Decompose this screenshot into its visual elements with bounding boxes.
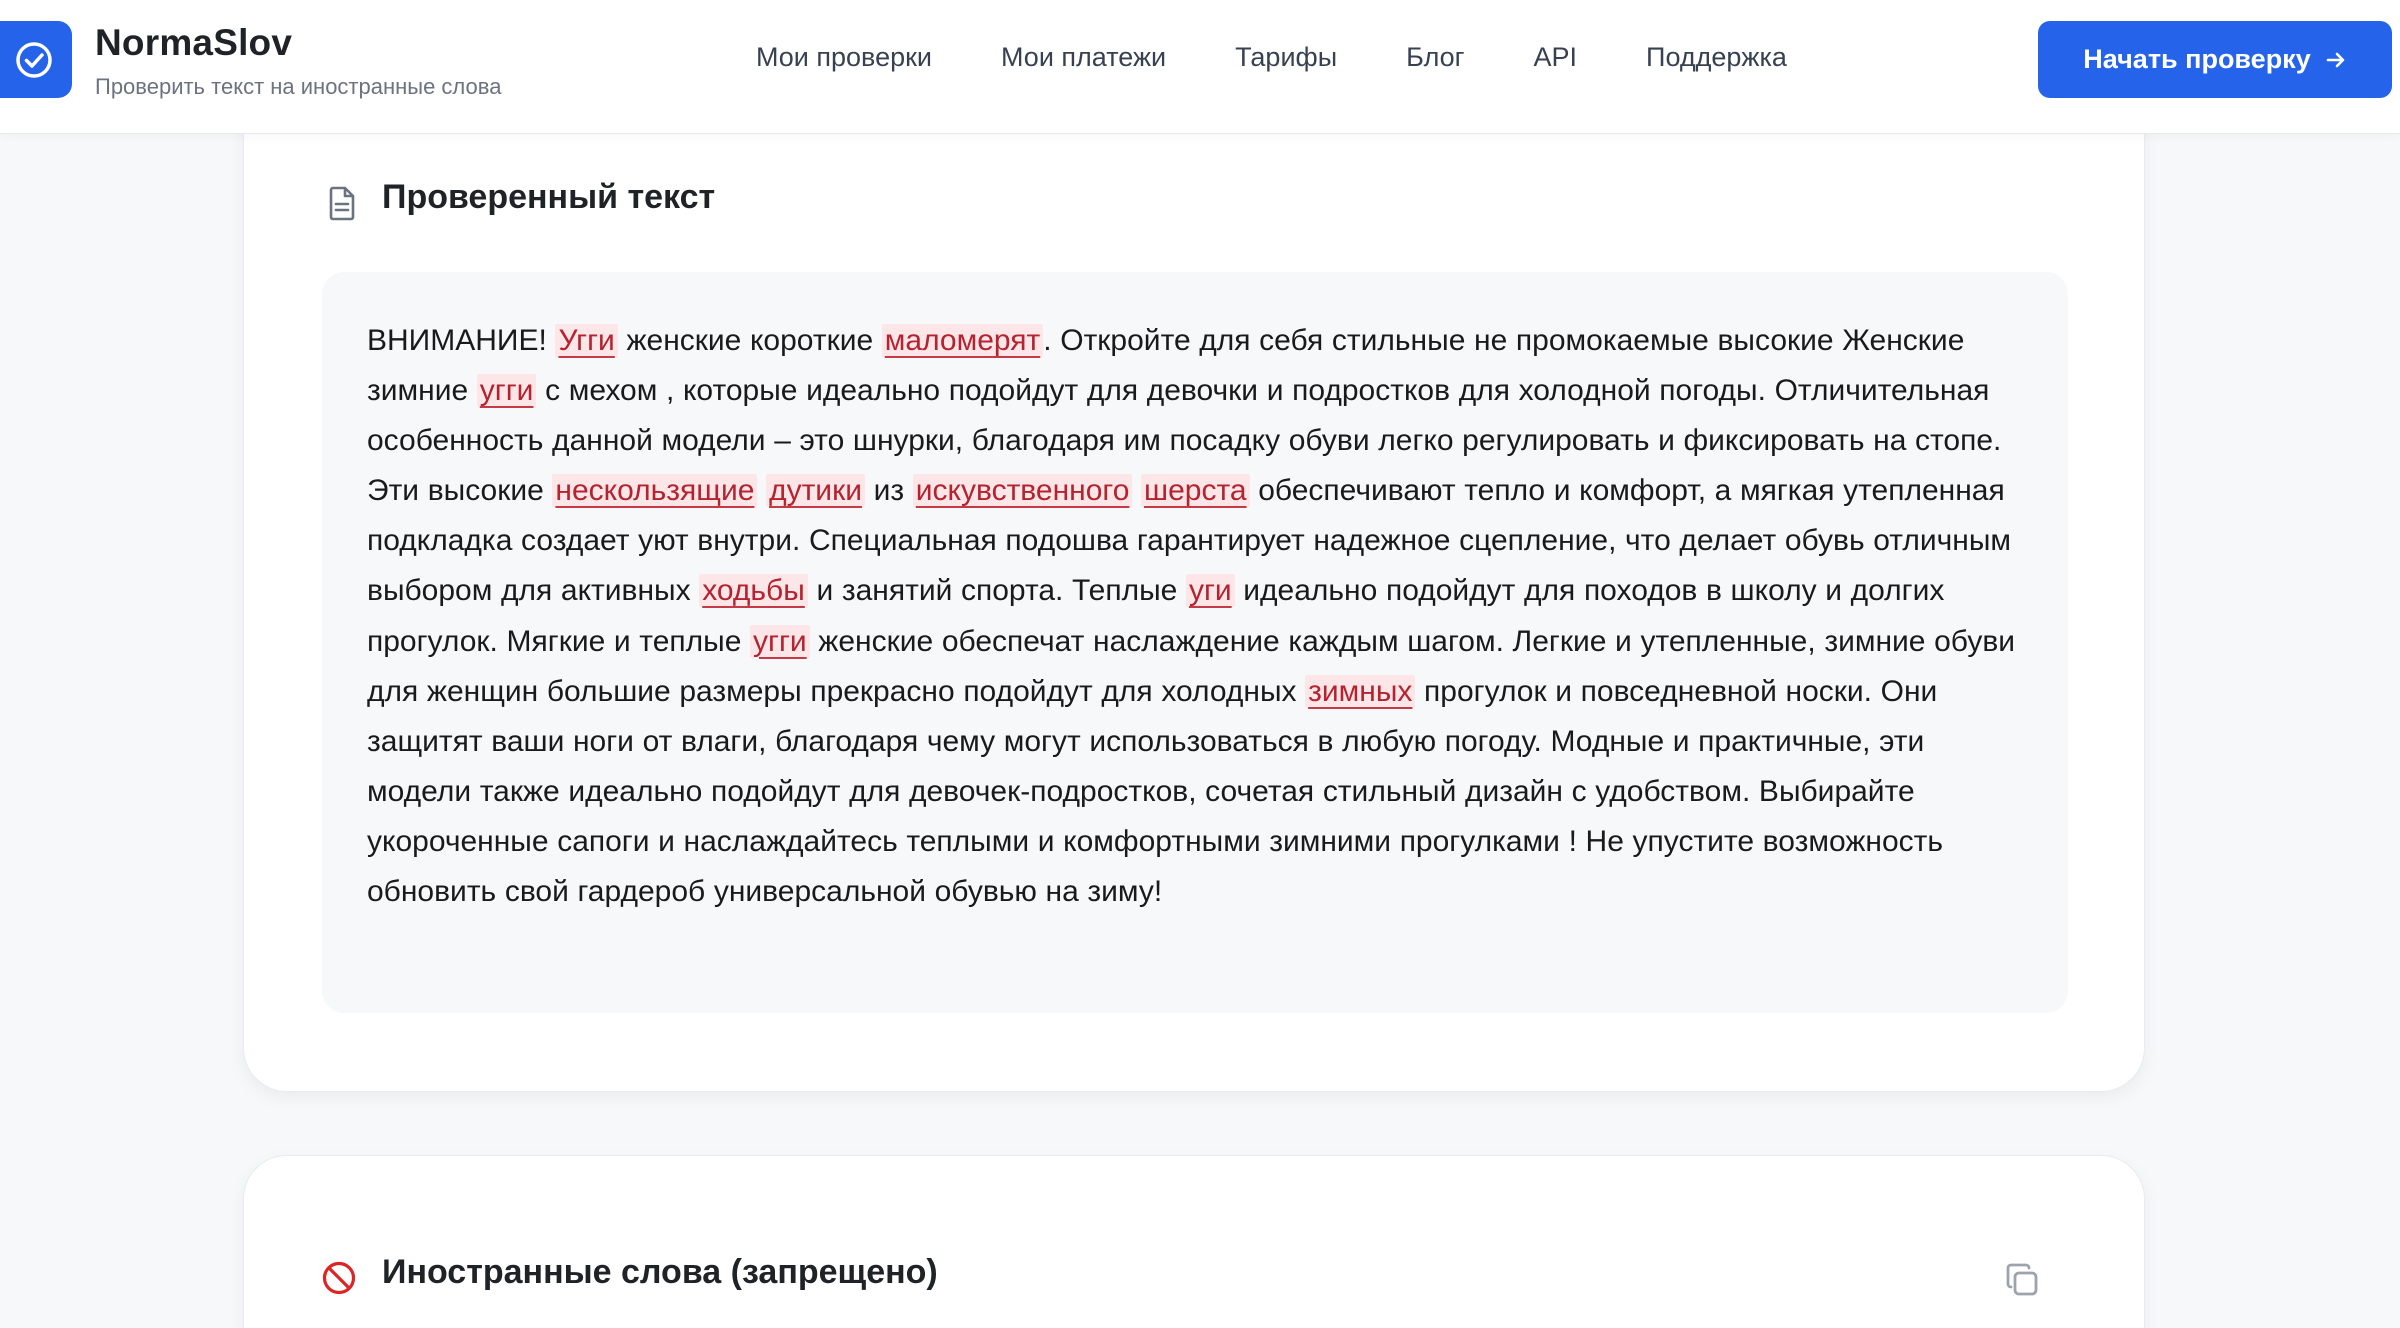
nav-pricing[interactable]: Тарифы <box>1235 42 1338 72</box>
foreign-words-title: Иностранные слова (запрещено) <box>382 1253 938 1291</box>
flagged-word[interactable]: нескользящие <box>552 474 757 507</box>
flagged-word[interactable]: шерста <box>1141 474 1250 507</box>
start-check-label: Начать проверку <box>2083 44 2311 74</box>
copy-icon[interactable] <box>2002 1260 2042 1300</box>
nav-my-checks[interactable]: Мои проверки <box>756 42 933 72</box>
main-nav <box>756 42 1787 82</box>
top-header <box>0 0 2400 134</box>
flagged-word[interactable]: зимных <box>1305 675 1415 708</box>
start-check-button[interactable] <box>2038 21 2392 98</box>
checked-text-title: Проверенный текст <box>382 178 716 216</box>
nav-api[interactable]: API <box>1533 42 1578 72</box>
flagged-word[interactable]: искувственного <box>913 474 1133 507</box>
checked-text-box <box>322 272 2068 1013</box>
arrow-right-icon <box>2325 49 2347 71</box>
nav-support[interactable]: Поддержка <box>1646 42 1787 72</box>
ban-icon <box>321 1260 357 1296</box>
flagged-word[interactable]: дутики <box>766 474 865 507</box>
check-circle-icon <box>14 40 54 80</box>
flagged-word[interactable]: уги <box>1186 574 1235 607</box>
brand-name[interactable]: NormaSlov <box>95 22 293 63</box>
logo[interactable] <box>0 21 72 98</box>
document-icon <box>322 183 362 223</box>
checked-text-card <box>243 80 2145 1092</box>
nav-blog[interactable]: Блог <box>1406 42 1465 72</box>
brand-subtitle: Проверить текст на иностранные слова <box>95 74 502 99</box>
flagged-word[interactable]: Угги <box>555 324 617 357</box>
nav-my-payments[interactable]: Мои платежи <box>1001 42 1167 72</box>
foreign-words-card <box>243 1155 2145 1328</box>
flagged-word[interactable]: ходьбы <box>699 574 808 607</box>
flagged-word[interactable]: маломерят <box>882 324 1043 357</box>
flagged-word[interactable]: угги <box>750 625 810 658</box>
flagged-word[interactable]: угги <box>477 374 537 407</box>
checked-text-body: ВНИМАНИЕ! Угги женские короткие маломерят . Откройте для себя стильные не промокаемые высокие Женские зимние угги с мехом , которые идеально подойдут для девочки и подростков для холодной погоды. Отличительная особенность данной модели – это шнурки, благодаря им посадку обуви легко регулировать и фиксировать на стопе. Эти высокие нескользящие дутики из искувственного шерста обеспечивают тепло и комфорт, а мягкая утепленная подкладка создает уют внутри. Специальная подошва гарантирует надежное сцепление, что делает обувь отличным выбором для активных ходьбы и занятий спорта. Теплые уги идеально подойдут для походов в школу и долгих прогулок. Мягкие и теплые угги женские обеспечат наслаждение каждым шагом. Легкие и утепленные, зимние обуви для женщин большие размеры прекрасно подойдут для холодных зимных прогулок и повседневной носки. Они защитят ваши ноги от влаги, благодаря чему могут использоваться в любую погоду. Модные и практичные, эти модели также идеально подойдут для девочек-подростков, сочетая стильный дизайн с удобством. Выбирайте укороченные сапоги и наслаждайтесь теплыми и комфортными зимними прогулками ! Не упустите возможность обновить свой гардероб универсальной обувью на зиму! <box>367 324 2016 909</box>
